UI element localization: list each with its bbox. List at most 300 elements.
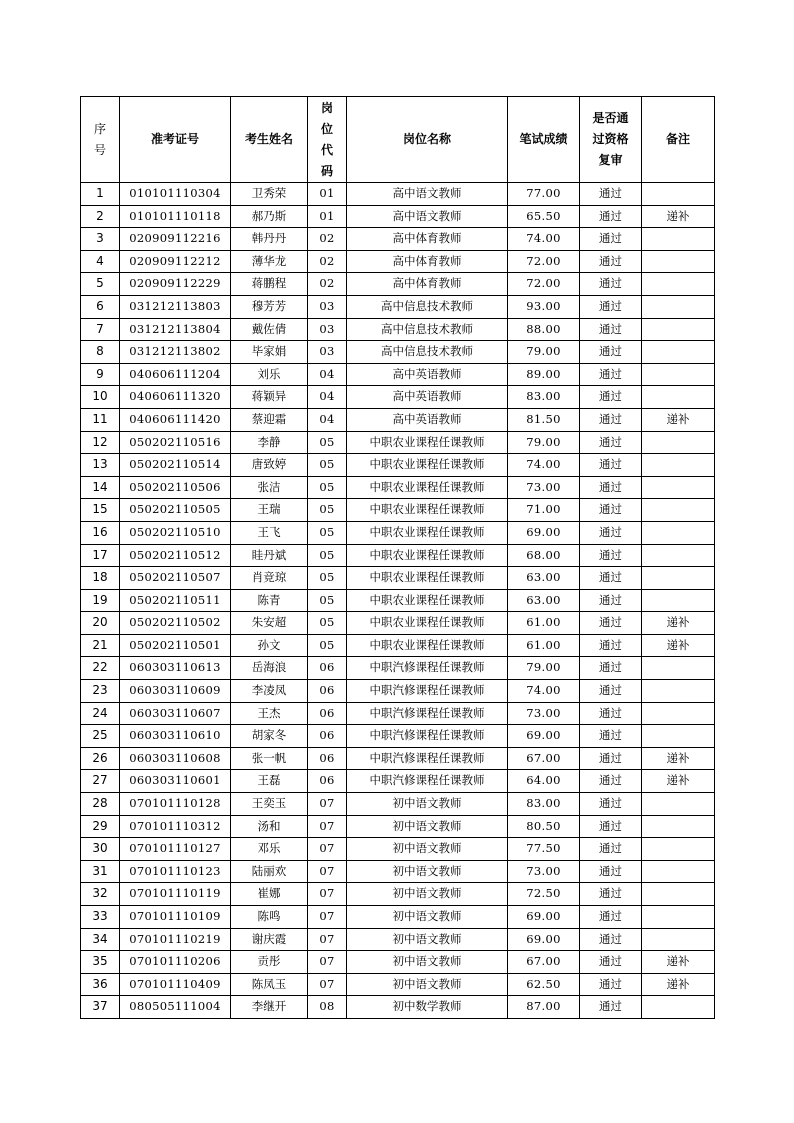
cell-pass: 通过 (580, 906, 642, 929)
cell-position: 初中语文教师 (347, 973, 508, 996)
cell-no: 19 (81, 589, 120, 612)
cell-pass: 通过 (580, 228, 642, 251)
col-header-position: 岗位名称 (347, 97, 508, 183)
table-row (81, 657, 715, 680)
table-row (81, 228, 715, 251)
col-header-ticket: 准考证号 (120, 97, 231, 183)
cell-code: 06 (308, 770, 347, 793)
cell-position: 初中语文教师 (347, 883, 508, 906)
cell-no: 9 (81, 363, 120, 386)
cell-remark (642, 657, 715, 680)
col-header-no: 序号 (81, 97, 120, 183)
table-row (81, 838, 715, 861)
cell-pass: 通过 (580, 544, 642, 567)
cell-position: 高中信息技术教师 (347, 318, 508, 341)
cell-ticket: 050202110505 (120, 499, 231, 522)
cell-remark (642, 544, 715, 567)
cell-pass: 通过 (580, 996, 642, 1019)
cell-ticket: 040606111204 (120, 363, 231, 386)
cell-pass: 通过 (580, 589, 642, 612)
cell-no: 24 (81, 702, 120, 725)
cell-ticket: 020909112216 (120, 228, 231, 251)
cell-remark (642, 318, 715, 341)
table-row (81, 906, 715, 929)
table-row (81, 815, 715, 838)
cell-ticket: 060303110613 (120, 657, 231, 680)
cell-ticket: 031212113803 (120, 295, 231, 318)
cell-name: 张洁 (231, 476, 308, 499)
cell-ticket: 060303110607 (120, 702, 231, 725)
cell-score: 83.00 (508, 793, 580, 816)
cell-pass: 通过 (580, 657, 642, 680)
cell-no: 22 (81, 657, 120, 680)
cell-position: 中职汽修课程任课教师 (347, 725, 508, 748)
cell-position: 中职农业课程任课教师 (347, 634, 508, 657)
cell-pass: 通过 (580, 612, 642, 635)
cell-score: 69.00 (508, 725, 580, 748)
col-header-name: 考生姓名 (231, 97, 308, 183)
cell-code: 04 (308, 386, 347, 409)
cell-remark (642, 906, 715, 929)
cell-score: 72.50 (508, 883, 580, 906)
cell-code: 01 (308, 205, 347, 228)
cell-remark (642, 386, 715, 409)
cell-ticket: 020909112212 (120, 250, 231, 273)
cell-pass: 通过 (580, 521, 642, 544)
cell-remark (642, 183, 715, 206)
cell-code: 07 (308, 951, 347, 974)
cell-ticket: 070101110312 (120, 815, 231, 838)
cell-position: 高中信息技术教师 (347, 341, 508, 364)
cell-remark (642, 521, 715, 544)
cell-name: 唐致婷 (231, 454, 308, 477)
cell-remark: 递补 (642, 973, 715, 996)
cell-pass: 通过 (580, 973, 642, 996)
cell-code: 07 (308, 883, 347, 906)
cell-name: 蔡迎霜 (231, 408, 308, 431)
cell-score: 67.00 (508, 951, 580, 974)
cell-position: 中职农业课程任课教师 (347, 589, 508, 612)
cell-position: 中职汽修课程任课教师 (347, 680, 508, 703)
cell-score: 72.00 (508, 250, 580, 273)
cell-code: 07 (308, 928, 347, 951)
table-row (81, 363, 715, 386)
cell-name: 汤和 (231, 815, 308, 838)
cell-pass: 通过 (580, 363, 642, 386)
cell-name: 眭丹斌 (231, 544, 308, 567)
cell-name: 李继开 (231, 996, 308, 1019)
cell-code: 07 (308, 906, 347, 929)
cell-pass: 通过 (580, 860, 642, 883)
cell-score: 73.00 (508, 476, 580, 499)
cell-code: 06 (308, 657, 347, 680)
cell-score: 61.00 (508, 634, 580, 657)
cell-position: 初中语文教师 (347, 793, 508, 816)
cell-no: 31 (81, 860, 120, 883)
cell-ticket: 070101110119 (120, 883, 231, 906)
cell-no: 11 (81, 408, 120, 431)
table-row (81, 680, 715, 703)
table-row (81, 973, 715, 996)
table-row (81, 860, 715, 883)
cell-code: 06 (308, 702, 347, 725)
cell-position: 高中信息技术教师 (347, 295, 508, 318)
col-header-score: 笔试成绩 (508, 97, 580, 183)
cell-ticket: 050202110502 (120, 612, 231, 635)
cell-name: 陈青 (231, 589, 308, 612)
cell-score: 77.00 (508, 183, 580, 206)
cell-name: 蒋鹏程 (231, 273, 308, 296)
cell-position: 初中语文教师 (347, 906, 508, 929)
cell-no: 32 (81, 883, 120, 906)
cell-remark (642, 680, 715, 703)
cell-no: 4 (81, 250, 120, 273)
cell-score: 87.00 (508, 996, 580, 1019)
cell-score: 74.00 (508, 680, 580, 703)
cell-score: 71.00 (508, 499, 580, 522)
cell-ticket: 060303110601 (120, 770, 231, 793)
cell-code: 01 (308, 183, 347, 206)
cell-name: 崔娜 (231, 883, 308, 906)
cell-ticket: 040606111320 (120, 386, 231, 409)
cell-code: 04 (308, 363, 347, 386)
cell-no: 13 (81, 454, 120, 477)
cell-code: 06 (308, 680, 347, 703)
cell-ticket: 070101110109 (120, 906, 231, 929)
col-header-remark: 备注 (642, 97, 715, 183)
cell-no: 15 (81, 499, 120, 522)
cell-no: 26 (81, 747, 120, 770)
cell-name: 蒋颖异 (231, 386, 308, 409)
cell-position: 中职汽修课程任课教师 (347, 747, 508, 770)
cell-position: 中职农业课程任课教师 (347, 431, 508, 454)
cell-remark (642, 702, 715, 725)
cell-pass: 通过 (580, 815, 642, 838)
cell-pass: 通过 (580, 431, 642, 454)
cell-name: 胡家冬 (231, 725, 308, 748)
cell-name: 王飞 (231, 521, 308, 544)
table-row (81, 612, 715, 635)
cell-ticket: 010101110304 (120, 183, 231, 206)
cell-code: 05 (308, 544, 347, 567)
table-row (81, 205, 715, 228)
cell-pass: 通过 (580, 928, 642, 951)
cell-remark (642, 273, 715, 296)
cell-no: 21 (81, 634, 120, 657)
cell-ticket: 050202110516 (120, 431, 231, 454)
cell-position: 中职汽修课程任课教师 (347, 702, 508, 725)
cell-pass: 通过 (580, 273, 642, 296)
cell-name: 毕家娟 (231, 341, 308, 364)
table-row (81, 431, 715, 454)
cell-name: 陆丽欢 (231, 860, 308, 883)
cell-pass: 通过 (580, 205, 642, 228)
cell-no: 1 (81, 183, 120, 206)
cell-position: 初中语文教师 (347, 951, 508, 974)
cell-no: 27 (81, 770, 120, 793)
cell-score: 63.00 (508, 589, 580, 612)
cell-name: 穆芳芳 (231, 295, 308, 318)
cell-code: 03 (308, 318, 347, 341)
cell-ticket: 070101110409 (120, 973, 231, 996)
cell-code: 02 (308, 228, 347, 251)
table-row (81, 883, 715, 906)
cell-ticket: 050202110510 (120, 521, 231, 544)
cell-name: 李凌凤 (231, 680, 308, 703)
cell-remark: 递补 (642, 634, 715, 657)
header-row (81, 97, 715, 183)
cell-code: 05 (308, 567, 347, 590)
cell-score: 69.00 (508, 521, 580, 544)
cell-score: 68.00 (508, 544, 580, 567)
cell-position: 中职农业课程任课教师 (347, 521, 508, 544)
cell-code: 07 (308, 793, 347, 816)
cell-no: 17 (81, 544, 120, 567)
cell-ticket: 060303110608 (120, 747, 231, 770)
cell-score: 79.00 (508, 657, 580, 680)
cell-no: 23 (81, 680, 120, 703)
cell-score: 81.50 (508, 408, 580, 431)
cell-remark (642, 250, 715, 273)
cell-code: 05 (308, 431, 347, 454)
cell-score: 64.00 (508, 770, 580, 793)
cell-no: 7 (81, 318, 120, 341)
table-row (81, 702, 715, 725)
cell-code: 08 (308, 996, 347, 1019)
table-row (81, 408, 715, 431)
cell-position: 初中语文教师 (347, 815, 508, 838)
cell-name: 肖竞琼 (231, 567, 308, 590)
cell-remark (642, 838, 715, 861)
cell-name: 王瑞 (231, 499, 308, 522)
cell-remark: 递补 (642, 408, 715, 431)
cell-no: 35 (81, 951, 120, 974)
cell-position: 中职农业课程任课教师 (347, 567, 508, 590)
cell-position: 高中英语教师 (347, 386, 508, 409)
cell-position: 中职汽修课程任课教师 (347, 657, 508, 680)
cell-ticket: 010101110118 (120, 205, 231, 228)
cell-score: 77.50 (508, 838, 580, 861)
cell-position: 中职农业课程任课教师 (347, 612, 508, 635)
cell-remark (642, 499, 715, 522)
cell-no: 29 (81, 815, 120, 838)
cell-code: 03 (308, 295, 347, 318)
table-row (81, 341, 715, 364)
cell-no: 10 (81, 386, 120, 409)
cell-ticket: 080505111004 (120, 996, 231, 1019)
cell-no: 36 (81, 973, 120, 996)
cell-no: 14 (81, 476, 120, 499)
cell-score: 73.00 (508, 860, 580, 883)
cell-ticket: 020909112229 (120, 273, 231, 296)
cell-position: 高中英语教师 (347, 363, 508, 386)
cell-remark (642, 815, 715, 838)
cell-code: 05 (308, 634, 347, 657)
cell-pass: 通过 (580, 341, 642, 364)
cell-name: 朱安超 (231, 612, 308, 635)
cell-score: 65.50 (508, 205, 580, 228)
cell-ticket: 070101110123 (120, 860, 231, 883)
cell-position: 中职农业课程任课教师 (347, 454, 508, 477)
cell-score: 88.00 (508, 318, 580, 341)
cell-remark: 递补 (642, 951, 715, 974)
cell-name: 王奕玉 (231, 793, 308, 816)
cell-score: 69.00 (508, 928, 580, 951)
table-row (81, 318, 715, 341)
col-header-code: 岗位代码 (308, 97, 347, 183)
cell-name: 张一帆 (231, 747, 308, 770)
cell-remark (642, 228, 715, 251)
cell-pass: 通过 (580, 793, 642, 816)
cell-position: 高中体育教师 (347, 250, 508, 273)
cell-no: 6 (81, 295, 120, 318)
cell-ticket: 050202110511 (120, 589, 231, 612)
cell-pass: 通过 (580, 634, 642, 657)
table-row (81, 770, 715, 793)
table-row (81, 589, 715, 612)
table-row (81, 544, 715, 567)
cell-code: 06 (308, 747, 347, 770)
cell-pass: 通过 (580, 951, 642, 974)
cell-no: 20 (81, 612, 120, 635)
cell-code: 05 (308, 454, 347, 477)
table-row (81, 996, 715, 1019)
cell-no: 25 (81, 725, 120, 748)
cell-code: 02 (308, 250, 347, 273)
cell-position: 初中语文教师 (347, 928, 508, 951)
cell-ticket: 070101110206 (120, 951, 231, 974)
cell-ticket: 050202110512 (120, 544, 231, 567)
cell-no: 5 (81, 273, 120, 296)
cell-ticket: 050202110507 (120, 567, 231, 590)
table-row (81, 454, 715, 477)
cell-remark (642, 295, 715, 318)
cell-code: 02 (308, 273, 347, 296)
cell-score: 62.50 (508, 973, 580, 996)
cell-position: 高中语文教师 (347, 183, 508, 206)
cell-no: 37 (81, 996, 120, 1019)
cell-score: 73.00 (508, 702, 580, 725)
cell-pass: 通过 (580, 680, 642, 703)
cell-pass: 通过 (580, 476, 642, 499)
cell-pass: 通过 (580, 250, 642, 273)
cell-remark (642, 928, 715, 951)
cell-code: 07 (308, 838, 347, 861)
cell-pass: 通过 (580, 883, 642, 906)
cell-remark (642, 793, 715, 816)
cell-name: 薄华龙 (231, 250, 308, 273)
cell-pass: 通过 (580, 295, 642, 318)
cell-score: 63.00 (508, 567, 580, 590)
cell-name: 王杰 (231, 702, 308, 725)
cell-remark: 递补 (642, 747, 715, 770)
cell-score: 61.00 (508, 612, 580, 635)
cell-score: 79.00 (508, 341, 580, 364)
cell-score: 69.00 (508, 906, 580, 929)
cell-remark (642, 431, 715, 454)
cell-code: 05 (308, 521, 347, 544)
cell-name: 邓乐 (231, 838, 308, 861)
cell-position: 高中英语教师 (347, 408, 508, 431)
cell-pass: 通过 (580, 454, 642, 477)
cell-remark (642, 589, 715, 612)
cell-no: 18 (81, 567, 120, 590)
cell-position: 中职农业课程任课教师 (347, 544, 508, 567)
cell-name: 李静 (231, 431, 308, 454)
cell-no: 8 (81, 341, 120, 364)
cell-score: 89.00 (508, 363, 580, 386)
cell-remark (642, 476, 715, 499)
col-header-pass: 是否通过资格复审 (580, 97, 642, 183)
cell-name: 王磊 (231, 770, 308, 793)
cell-ticket: 060303110610 (120, 725, 231, 748)
cell-no: 30 (81, 838, 120, 861)
cell-pass: 通过 (580, 318, 642, 341)
table-row (81, 273, 715, 296)
table-row (81, 521, 715, 544)
cell-position: 高中体育教师 (347, 273, 508, 296)
cell-score: 74.00 (508, 228, 580, 251)
cell-no: 16 (81, 521, 120, 544)
cell-remark (642, 363, 715, 386)
cell-remark: 递补 (642, 205, 715, 228)
cell-code: 03 (308, 341, 347, 364)
cell-position: 高中体育教师 (347, 228, 508, 251)
cell-name: 贡彤 (231, 951, 308, 974)
cell-remark (642, 996, 715, 1019)
cell-code: 05 (308, 612, 347, 635)
cell-no: 2 (81, 205, 120, 228)
cell-pass: 通过 (580, 183, 642, 206)
cell-score: 83.00 (508, 386, 580, 409)
table-row (81, 295, 715, 318)
cell-remark (642, 725, 715, 748)
cell-code: 04 (308, 408, 347, 431)
cell-no: 34 (81, 928, 120, 951)
cell-pass: 通过 (580, 838, 642, 861)
cell-code: 06 (308, 725, 347, 748)
cell-score: 93.00 (508, 295, 580, 318)
table-row (81, 183, 715, 206)
cell-position: 初中数学教师 (347, 996, 508, 1019)
cell-pass: 通过 (580, 725, 642, 748)
table-row (81, 567, 715, 590)
table-row (81, 476, 715, 499)
table-row (81, 499, 715, 522)
cell-position: 高中语文教师 (347, 205, 508, 228)
cell-no: 28 (81, 793, 120, 816)
cell-score: 74.00 (508, 454, 580, 477)
cell-pass: 通过 (580, 386, 642, 409)
results-table (80, 96, 715, 1019)
cell-position: 中职汽修课程任课教师 (347, 770, 508, 793)
cell-remark (642, 454, 715, 477)
cell-remark (642, 341, 715, 364)
cell-ticket: 040606111420 (120, 408, 231, 431)
cell-ticket: 050202110514 (120, 454, 231, 477)
cell-ticket: 031212113804 (120, 318, 231, 341)
cell-remark: 递补 (642, 612, 715, 635)
cell-name: 韩丹丹 (231, 228, 308, 251)
cell-position: 初中语文教师 (347, 860, 508, 883)
cell-pass: 通过 (580, 499, 642, 522)
cell-pass: 通过 (580, 770, 642, 793)
cell-position: 初中语文教师 (347, 838, 508, 861)
cell-position: 中职农业课程任课教师 (347, 499, 508, 522)
table-row (81, 928, 715, 951)
cell-name: 陈凤玉 (231, 973, 308, 996)
cell-no: 33 (81, 906, 120, 929)
